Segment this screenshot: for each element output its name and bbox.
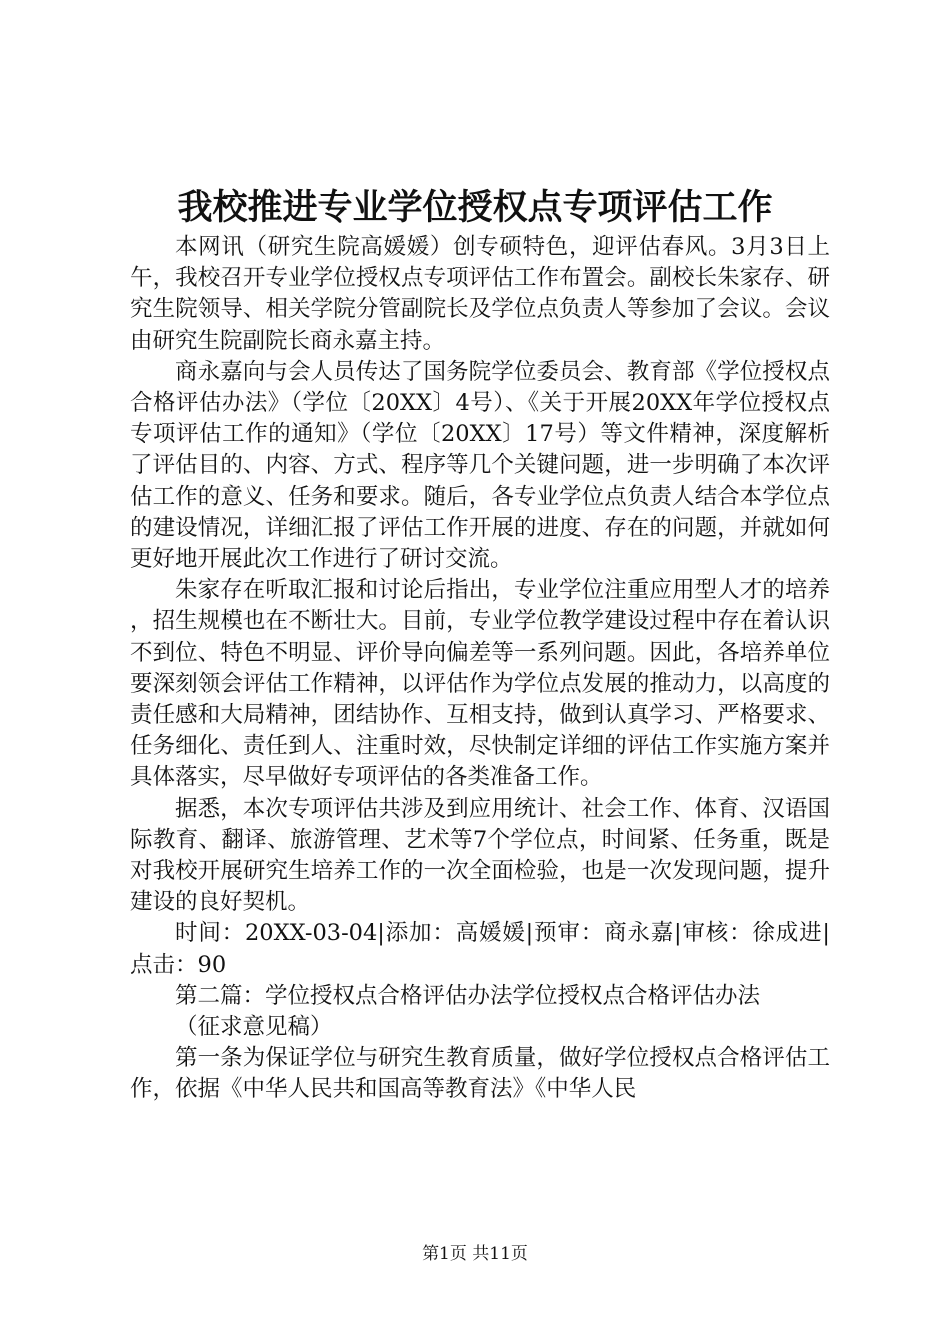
page-total: 共11页 [472, 1244, 528, 1264]
paragraph-article-one: 第一条为保证学位与研究生教育质量，做好学位授权点合格评估工作，依据《中华人民共和国高等教育法》《中华人民 [130, 1045, 830, 1103]
paragraph-remarks: 朱家存在听取汇报和讨论后指出，专业学位注重应用型人才的培养，招生规模也在不断壮大。目前，专业学位教学建设过程中存在着认识不到位、特色不明显、评价导向偏差等一系列问题。因此，各培养单位要深刻领会评估工作精神，以评估作为学位点发展的推动力，以高度的责任感和大局精神，团结协作、互相支持，做到认真学习、严格要求、任务细化、责任到人、注重时效，尽快制定详细的评估工作实施方案并具体落实，尽早做好专项评估的各类准备工作。 [130, 577, 830, 791]
paragraph-intro: 本网讯（研究生院高媛媛）创专硕特色，迎评估春风。3月3日上午，我校召开专业学位授权点专项评估工作布置会。副校长朱家存、研究生院领导、相关学院分管副院长及学位点负责人等参加了会议。会议由研究生院副院长商永嘉主持。 [130, 234, 830, 354]
paragraph-draft-note: （征求意见稿） [175, 1014, 333, 1041]
paragraph-meta: 时间：20XX-03-04|添加：高媛媛|预审：商永嘉|审核：徐成进|点击：90 [130, 920, 830, 978]
paragraph-briefing: 商永嘉向与会人员传达了国务院学位委员会、教育部《学位授权点合格评估办法》（学位〔20XX〕4号）、《关于开展20XX年学位授权点专项评估工作的通知》（学位〔20XX〕17号）等文件精神，深度解析了评估目的、内容、方式、程序等几个关键问题，进一步明确了本次评估工作的意义、任务和要求。随后，各专业学位点负责人结合本学位点的建设情况，详细汇报了评估工作开展的进度、存在的问题，并就如何更好地开展此次工作进行了研讨交流。 [130, 358, 830, 573]
document-title: 我校推进专业学位授权点专项评估工作 [177, 187, 773, 228]
page-number: 第1页 [422, 1244, 467, 1264]
document-body [130, 232, 830, 1106]
paragraph-second-title: 第二篇：学位授权点合格评估办法学位授权点合格评估办法 [175, 982, 761, 1009]
page-footer [0, 1242, 950, 1266]
paragraph-scope: 据悉，本次专项评估共涉及到应用统计、社会工作、体育、汉语国际教育、翻译、旅游管理、艺术等7个学位点，时间紧、任务重，既是对我校开展研究生培养工作的一次全面检验，也是一次发现问题，提升建设的良好契机。 [130, 795, 830, 916]
